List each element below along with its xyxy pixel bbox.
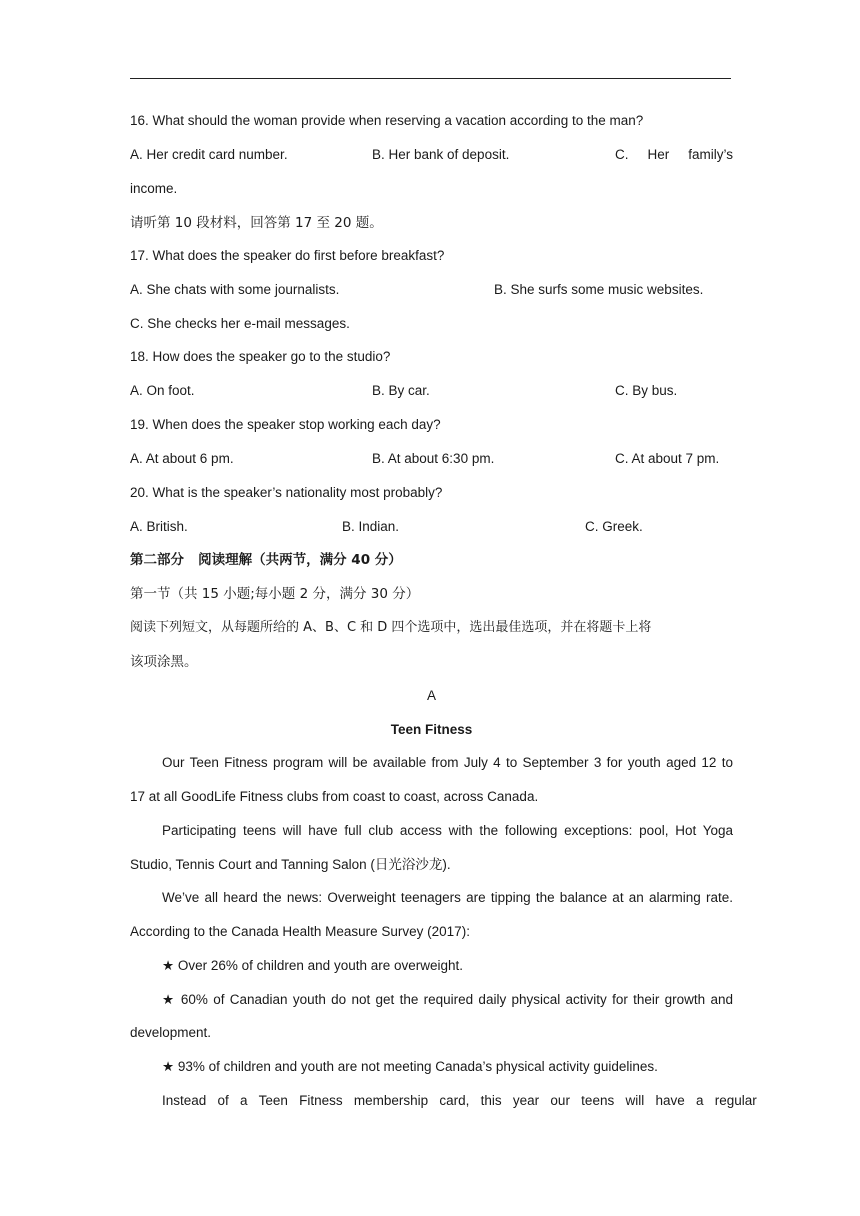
section10-instruction: 请听第 10 段材料，回答第 17 至 20 题。	[130, 215, 383, 231]
q18-option-c: C. By bus.	[615, 383, 678, 398]
passage-p1-line2: 17 at all GoodLife Fitness clubs from coast to coast, across Canada.	[130, 789, 539, 804]
q20-option-a: A. British.	[130, 519, 188, 534]
q17-question: 17. What does the speaker do first before breakfast?	[130, 248, 445, 263]
q16-option-c: C. Her family’s	[615, 147, 733, 162]
part2-instruction-line1: 阅读下列短文，从每题所给的 A、B、C 和 D 四个选项中，选出最佳选项，并在将题卡上将	[130, 620, 652, 635]
q17-option-c: C. She checks her e-mail messages.	[130, 316, 350, 331]
q18-question: 18. How does the speaker go to the studio?	[130, 349, 391, 364]
q19-question: 19. When does the speaker stop working each day?	[130, 417, 441, 432]
q20-option-b: B. Indian.	[342, 519, 400, 534]
passage-bullet3: ★ 93% of children and youth are not meeting Canada’s physical activity guidelines.	[162, 1059, 658, 1074]
q19-option-c: C. At about 7 pm.	[615, 451, 720, 466]
passage-p3-line2: According to the Canada Health Measure Survey (2017):	[130, 924, 470, 939]
passage-letter: A	[426, 688, 436, 703]
q16-option-a: A. Her credit card number.	[130, 147, 288, 162]
q18-option-b: B. By car.	[372, 383, 430, 398]
header-rule	[130, 78, 731, 79]
part2-heading: 第二部分 阅读理解（共两节，满分 40 分）	[130, 552, 402, 568]
q16-option-b: B. Her bank of deposit.	[372, 147, 510, 162]
passage-p4-line1: Instead of a Teen Fitness membership card, this year our teens will have a regular	[162, 1093, 757, 1108]
passage-bullet1: ★ Over 26% of children and youth are overweight.	[162, 958, 464, 973]
passage-p2-line1: Participating teens will have full club access with the following exceptions: pool, Hot Yoga	[162, 823, 733, 838]
q18-option-a: A. On foot.	[130, 383, 195, 398]
q20-option-c: C. Greek.	[585, 519, 643, 534]
q19-option-b: B. At about 6:30 pm.	[372, 451, 495, 466]
q19-option-a: A. At about 6 pm.	[130, 451, 234, 466]
part2-section1: 第一节（共 15 小题;每小题 2 分，满分 30 分）	[130, 586, 420, 602]
part2-instruction-line2: 该项涂黑。	[130, 654, 198, 670]
passage-title: Teen Fitness	[390, 722, 473, 737]
passage-p3-line1: We’ve all heard the news: Overweight teenagers are tipping the balance at an alarming rate.	[162, 890, 733, 905]
passage-bullet2-line1: ★ 60% of Canadian youth do not get the required daily physical activity for their growth and	[162, 992, 733, 1007]
q16-option-c-continued: income.	[130, 181, 178, 196]
q20-question: 20. What is the speaker’s nationality most probably?	[130, 485, 443, 500]
passage-p1-line1: Our Teen Fitness program will be available from July 4 to September 3 for youth aged 12 to	[162, 755, 733, 770]
q17-option-a: A. She chats with some journalists.	[130, 282, 340, 297]
q17-option-b: B. She surfs some music websites.	[494, 282, 704, 297]
passage-p2-line2: Studio, Tennis Court and Tanning Salon (日光浴沙龙).	[130, 857, 451, 872]
passage-bullet2-line2: development.	[130, 1025, 212, 1040]
q16-question: 16. What should the woman provide when reserving a vacation according to the man?	[130, 113, 644, 128]
